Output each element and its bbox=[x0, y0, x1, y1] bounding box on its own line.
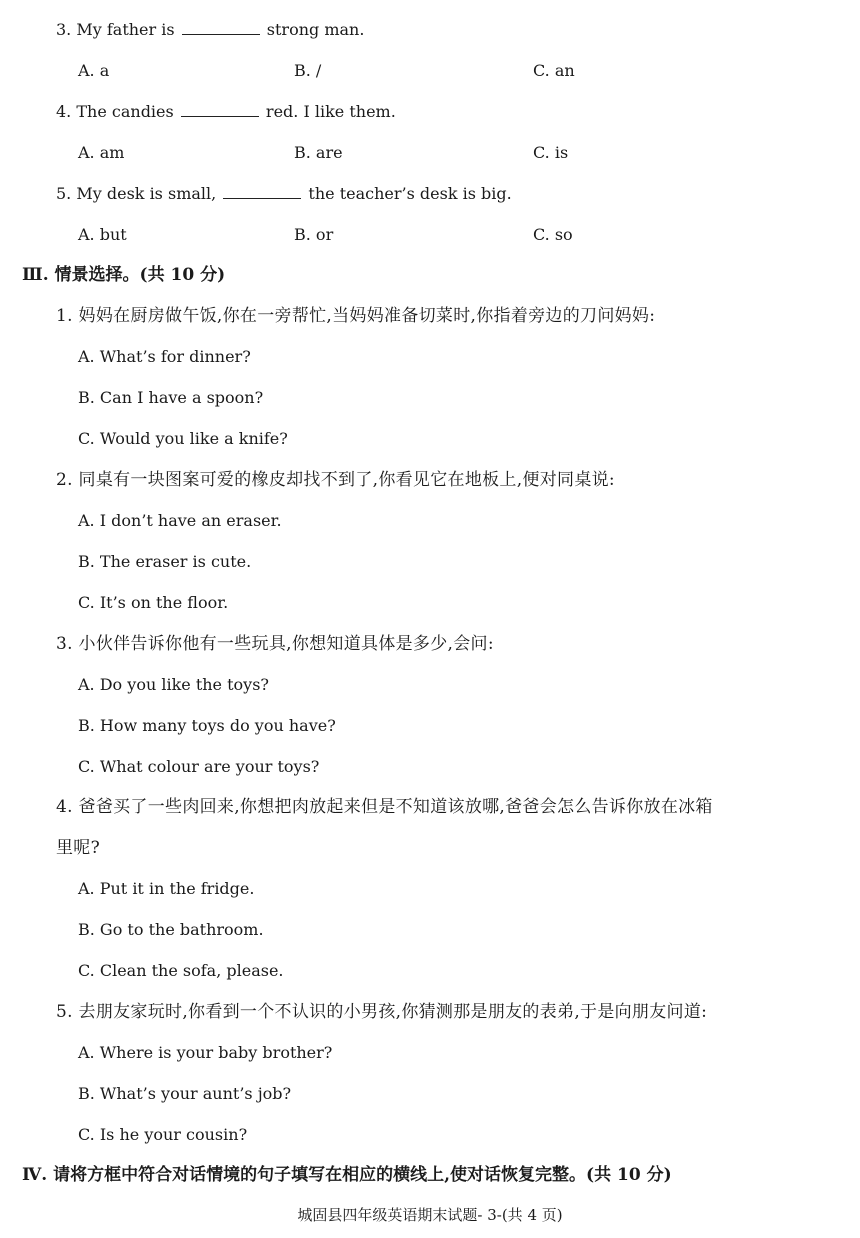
option-a: A. What’s for dinner? bbox=[78, 347, 251, 366]
scenario-question-4: 4. 爸爸买了一些肉回来,你想把肉放起来但是不知道该放哪,爸爸会怎么告诉你放在冰箱 bbox=[56, 797, 713, 817]
option-a: A. Put it in the fridge. bbox=[78, 879, 255, 898]
option-c: C. Is he your cousin? bbox=[78, 1125, 248, 1144]
option-b: B. Can I have a spoon? bbox=[78, 388, 264, 407]
option-c: C. is bbox=[533, 143, 569, 162]
option-c: C. Clean the sofa, please. bbox=[78, 961, 284, 980]
option-b: B. The eraser is cute. bbox=[78, 552, 252, 571]
answer-blank bbox=[182, 20, 260, 35]
option-b: B. are bbox=[294, 143, 343, 162]
option-a: A. Do you like the toys? bbox=[78, 675, 269, 694]
section-3-title: Ⅲ. 情景选择。(共 10 分) bbox=[22, 265, 226, 285]
question-text: 4. The candies bbox=[56, 102, 174, 121]
option-b: B. / bbox=[294, 61, 322, 80]
scenario-question-5: 5. 去朋友家玩时,你看到一个不认识的小男孩,你猜测那是朋友的表弟,于是向朋友问道: bbox=[56, 1002, 708, 1022]
question-4 bbox=[56, 102, 396, 122]
scenario-question-1: 1. 妈妈在厨房做午饭,你在一旁帮忙,当妈妈准备切菜时,你指着旁边的刀问妈妈: bbox=[56, 306, 656, 326]
option-a: A. Where is your baby brother? bbox=[78, 1043, 333, 1062]
question-text: strong man. bbox=[266, 20, 365, 39]
option-a: A. but bbox=[78, 225, 127, 244]
question-5 bbox=[56, 184, 512, 204]
question-text: the teacher’s desk is big. bbox=[308, 184, 512, 203]
option-a: A. a bbox=[78, 61, 110, 80]
option-c: C. What colour are your toys? bbox=[78, 757, 320, 776]
question-text: 5. My desk is small, bbox=[56, 184, 217, 203]
option-c: C. so bbox=[533, 225, 573, 244]
question-text: 3. My father is bbox=[56, 20, 175, 39]
scenario-question-2: 2. 同桌有一块图案可爱的橡皮却找不到了,你看见它在地板上,便对同桌说: bbox=[56, 470, 615, 490]
question-3 bbox=[56, 20, 364, 40]
option-a: A. I don’t have an eraser. bbox=[78, 511, 282, 530]
answer-blank bbox=[181, 102, 259, 117]
option-c: C. It’s on the floor. bbox=[78, 593, 229, 612]
scenario-question-3: 3. 小伙伴告诉你他有一些玩具,你想知道具体是多少,会问: bbox=[56, 634, 494, 654]
section-4-title: Ⅳ. 请将方框中符合对话情境的句子填写在相应的横线上,使对话恢复完整。(共 10 分) bbox=[22, 1165, 672, 1185]
option-b: B. How many toys do you have? bbox=[78, 716, 336, 735]
question-text: red. I like them. bbox=[265, 102, 396, 121]
option-b: B. or bbox=[294, 225, 334, 244]
scenario-question-4-continued: 里呢? bbox=[56, 838, 101, 858]
option-a: A. am bbox=[78, 143, 125, 162]
option-c: C. an bbox=[533, 61, 575, 80]
option-c: C. Would you like a knife? bbox=[78, 429, 288, 448]
option-b: B. Go to the bathroom. bbox=[78, 920, 264, 939]
option-b: B. What’s your aunt’s job? bbox=[78, 1084, 292, 1103]
page-footer: 城固县四年级英语期末试题- 3-(共 4 页) bbox=[297, 1206, 563, 1224]
answer-blank bbox=[223, 184, 301, 199]
